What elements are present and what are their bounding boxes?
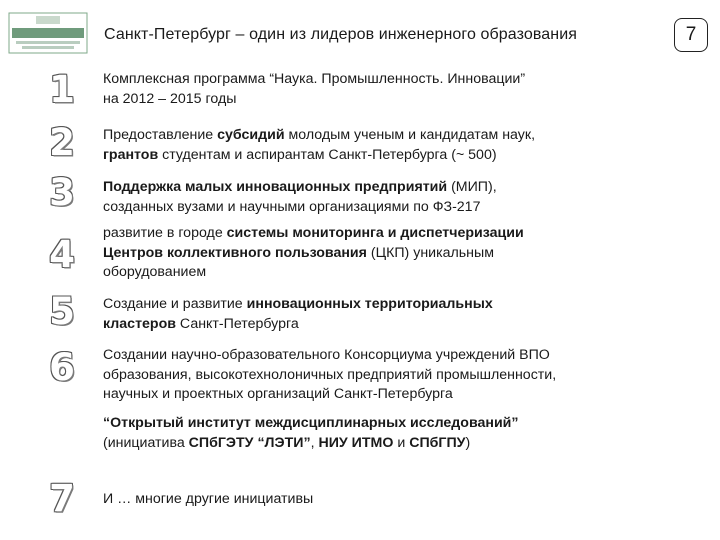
item-text: (ЦКП) уникальным xyxy=(366,244,494,261)
item-text: и xyxy=(393,434,410,451)
item-text: (МИП), xyxy=(447,179,497,195)
list-item xyxy=(103,295,703,334)
item-line xyxy=(103,263,703,283)
item-text: научных и проектных организаций Санкт-Петербурга xyxy=(103,386,453,402)
item-text: развитие в городе xyxy=(103,225,227,241)
item-text: на 2012 – 2015 годы xyxy=(103,90,237,107)
item-text: оборудованием xyxy=(103,264,207,280)
item-line xyxy=(103,366,703,386)
list-item xyxy=(103,178,703,217)
item-text: И … многие другие инициативы xyxy=(103,491,314,507)
item-line xyxy=(103,70,703,90)
item-number-7: 7 xyxy=(49,477,75,520)
item-text-bold: Поддержка малых инновационных предприятий xyxy=(103,179,448,195)
item-text: созданных вузами и научными организациями по ФЗ-217 xyxy=(103,198,481,215)
item-line xyxy=(103,198,703,218)
item-line xyxy=(103,126,703,146)
item-text-bold: грантов xyxy=(103,146,159,163)
item-text: ) xyxy=(465,434,471,451)
item-line xyxy=(103,315,703,335)
logo xyxy=(8,12,88,54)
item-text: Санкт-Петербурга xyxy=(175,315,299,332)
item-text-bold: системы мониторинга и диспетчеризации xyxy=(226,225,524,241)
item-text-bold: Центров коллективного пользования xyxy=(103,244,367,261)
item-line xyxy=(103,295,703,315)
item-text: Предоставление xyxy=(103,127,218,143)
page-number: 7 xyxy=(674,18,708,52)
item-text-bold: “Открытый институт междисциплинарных исследований” xyxy=(103,415,519,431)
item-text: молодым ученым и кандидатам наук, xyxy=(284,127,536,143)
item-number-2: 2 xyxy=(49,121,75,164)
item-line xyxy=(103,224,703,244)
item-line xyxy=(103,490,703,510)
item-line xyxy=(103,385,703,405)
list-item xyxy=(103,126,703,165)
item-text: Комплексная программа “Наука. Промышленность. Инновации” xyxy=(103,71,526,87)
item-line xyxy=(103,90,703,110)
item-text: (инициатива xyxy=(103,434,189,451)
item-number-3: 3 xyxy=(49,171,75,214)
list-item xyxy=(103,224,703,283)
item-text-bold: НИУ ИТМО xyxy=(318,434,394,451)
item-text-bold: СПбГПУ xyxy=(409,434,466,451)
list-item xyxy=(103,346,703,405)
item-number-1: 1 xyxy=(49,68,75,111)
item-text: студентам и аспирантам Санкт-Петербурга (~ 500) xyxy=(158,146,497,163)
list-item xyxy=(103,70,703,109)
item-text: Создание и развитие xyxy=(103,296,247,312)
item-text: образования, высокотехнолоничных предприятий промышленности, xyxy=(103,366,557,383)
item-text-bold: СПбГЭТУ “ЛЭТИ” xyxy=(188,434,311,451)
list-item xyxy=(103,414,703,453)
page-title: Санкт-Петербург – один из лидеров инженерного образования xyxy=(104,26,578,43)
item-text: , xyxy=(310,434,319,451)
list-item xyxy=(103,490,703,510)
item-line xyxy=(103,346,703,366)
item-line xyxy=(103,146,703,166)
item-line xyxy=(103,244,703,264)
item-number-5: 5 xyxy=(49,290,75,333)
item-text-bold: кластеров xyxy=(103,315,176,332)
item-line xyxy=(103,434,703,454)
item-line xyxy=(103,178,703,198)
item-text-bold: инновационных территориальных xyxy=(246,296,493,312)
item-text: Создании научно-образовательного Консорциума учреждений ВПО xyxy=(103,347,550,363)
item-line xyxy=(103,414,703,434)
item-number-6: 6 xyxy=(49,346,75,389)
item-text-bold: субсидий xyxy=(217,127,285,143)
item-number-4: 4 xyxy=(49,233,75,276)
